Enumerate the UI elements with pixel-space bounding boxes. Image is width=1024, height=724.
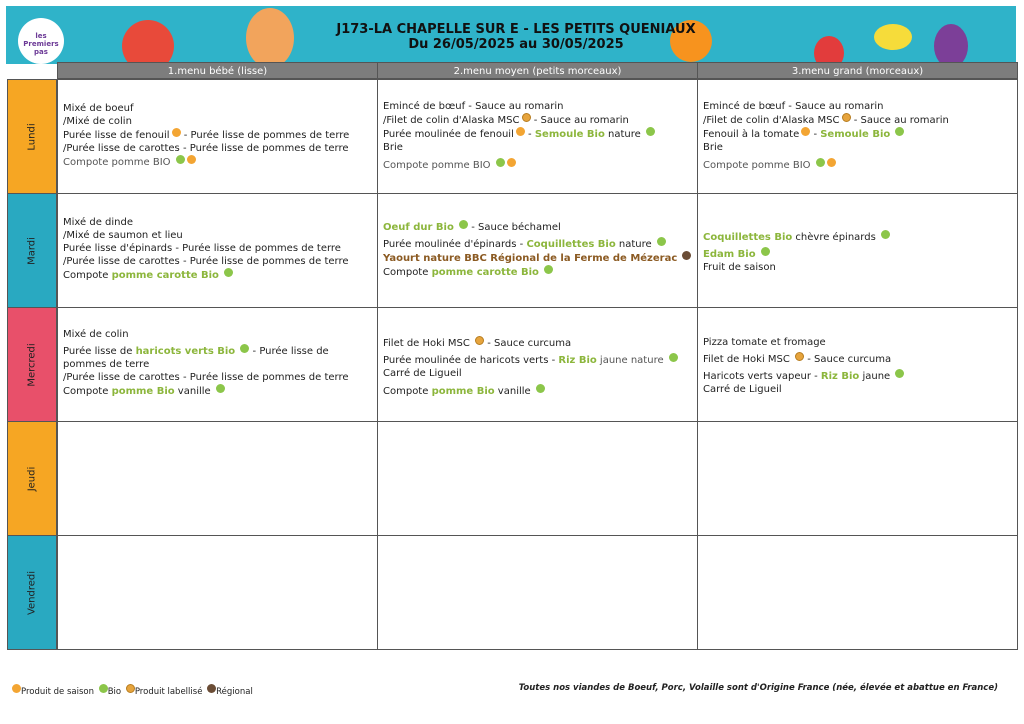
bio-icon [646,127,655,136]
menu-line: Purée moulinée de fenouil - Semoule Bio nature [383,127,692,141]
seasonal-icon [827,158,836,167]
seasonal-icon [172,128,181,137]
legend-label: Produit labellisé [134,687,203,697]
bio-icon [544,265,553,274]
menu-line: /Mixé de colin [63,116,132,127]
menu-line: Mixé de boeuf [63,103,134,114]
cell-mardi-grand [697,193,1018,308]
cell-jeudi-grand [697,421,1018,536]
menu-line: /Filet de colin d'Alaska MSC - Sauce au romarin [383,115,629,126]
day-label: Jeudi [26,466,38,491]
eggplant-illustration [934,24,968,64]
bio-icon [176,155,185,164]
menu-line: Pizza tomate et fromage [703,337,826,348]
menu-line: Compote pomme BIO [63,155,372,169]
seasonal-icon [801,127,810,136]
cell-vendredi-bebe [57,535,378,650]
menu-line: Purée lisse de fenouil - Purée lisse de pommes de terre [63,130,350,141]
bio-icon [881,230,890,239]
menu-line: Purée lisse d'épinards - Purée lisse de pommes de terre [63,243,341,254]
menu-line: Compote pomme Bio vanille [383,384,692,398]
menu-line: Compote pomme BIO [383,158,692,172]
cell-mardi-bebe [57,193,378,308]
column-header-moyen: 2.menu moyen (petits morceaux) [377,62,698,79]
cell-mercredi-grand [697,307,1018,422]
origin-footnote: Toutes nos viandes de Boeuf, Porc, Volaille sont d'Origine France (née, élevée et abattue en France) [518,683,998,693]
bio-icon [240,344,249,353]
menu-line: Coquillettes Bio chèvre épinards [703,230,1012,244]
logo-text: les Premiers pas [23,32,59,56]
bio-icon [761,247,770,256]
menu-line: Brie [383,142,403,153]
date-range: Du 26/05/2025 au 30/05/2025 [408,37,624,52]
label-icon [522,113,531,122]
bio-icon [816,158,825,167]
menu-line: Oeuf dur Bio - Sauce béchamel [383,222,561,233]
menu-line: /Mixé de saumon et lieu [63,230,183,241]
bio-icon [536,384,545,393]
tomato-illustration [122,20,174,64]
label-icon [795,352,804,361]
day-label: Vendredi [26,570,38,615]
day-mardi [7,193,57,308]
header-banner [6,6,1016,64]
day-label: Lundi [26,122,38,151]
cell-mercredi-bebe [57,307,378,422]
menu-line: Purée moulinée de haricots verts - Riz Bio jaune nature [383,353,692,367]
day-mercredi [7,307,57,422]
menu-line: Emincé de bœuf - Sauce au romarin [703,101,884,112]
label-icon [126,684,135,693]
seasonal-icon [507,158,516,167]
menu-line: Compote pomme Bio vanille [63,384,372,398]
menu-line: /Purée lisse de carottes - Purée lisse de pommes de terre [63,256,349,267]
cell-mercredi-moyen [377,307,698,422]
title-block [296,22,736,52]
menu-line: Filet de Hoki MSC - Sauce curcuma [383,338,572,349]
regional-icon [682,251,691,260]
menu-line: Compote pomme carotte Bio [63,268,372,282]
cell-vendredi-moyen [377,535,698,650]
cell-lundi-grand [697,79,1018,194]
menu-line: /Purée lisse de carottes - Purée lisse de pommes de terre [63,372,349,383]
menu-line: Purée moulinée d'épinards - Coquillettes Bio nature [383,237,692,251]
menu-line: Edam Bio [703,247,1012,261]
cell-lundi-moyen [377,79,698,194]
regional-icon [207,684,216,693]
menu-line: Fruit de saison [703,262,776,273]
label-icon [842,113,851,122]
cell-vendredi-grand [697,535,1018,650]
cell-mardi-moyen [377,193,698,308]
column-header-grand: 3.menu grand (morceaux) [697,62,1018,79]
menu-line: Compote pomme BIO [703,158,1012,172]
menu-line: /Filet de colin d'Alaska MSC - Sauce au romarin [703,115,949,126]
menu-line: Brie [703,142,723,153]
menu-line: Purée lisse de haricots verts Bio - Purée lisse de pommes de terre [63,346,329,370]
day-lundi [7,79,57,194]
bio-icon [895,369,904,378]
bio-icon [669,353,678,362]
bio-icon [216,384,225,393]
menu-line: Carré de Ligueil [703,384,782,395]
legend-seasonal: Produit de saison [21,687,95,697]
cell-jeudi-bebe [57,421,378,536]
bio-icon [496,158,505,167]
bio-icon [895,127,904,136]
menu-line: Filet de Hoki MSC - Sauce curcuma [703,354,892,365]
bio-icon [224,268,233,277]
brand-logo [18,18,64,64]
legend-regional: Régional [216,687,253,697]
seasonal-icon [516,127,525,136]
day-vendredi [7,535,57,650]
bio-icon [99,684,108,693]
page-title: J173-LA CHAPELLE SUR E - LES PETITS QUENIAUX [336,22,696,37]
menu-line: Mixé de dinde [63,217,133,228]
bio-icon [657,237,666,246]
day-label: Mardi [26,236,38,265]
legend [10,684,253,697]
menu-line: Emincé de bœuf - Sauce au romarin [383,101,564,112]
legend-bio: Bio [107,687,122,697]
seasonal-icon [12,684,21,693]
day-label: Mercredi [26,342,38,387]
seasonal-icon [187,155,196,164]
potato-illustration [246,8,294,64]
cell-jeudi-moyen [377,421,698,536]
day-jeudi [7,421,57,536]
menu-line: Yaourt nature BBC Régional de la Ferme de Mézerac [383,251,692,265]
strawberry-illustration [814,36,844,64]
menu-line: Mixé de colin [63,329,129,340]
column-header-bebe: 1.menu bébé (lisse) [57,62,378,79]
lemon-illustration [874,24,912,50]
menu-line: Carré de Ligueil [383,368,462,379]
menu-line: Compote pomme carotte Bio [383,265,692,279]
bio-icon [459,220,468,229]
menu-line: Haricots verts vapeur - Riz Bio jaune [703,369,1012,383]
cell-lundi-bebe [57,79,378,194]
menu-line: Fenouil à la tomate - Semoule Bio [703,127,1012,141]
label-icon [475,336,484,345]
menu-line: /Purée lisse de carottes - Purée lisse de pommes de terre [63,143,349,154]
